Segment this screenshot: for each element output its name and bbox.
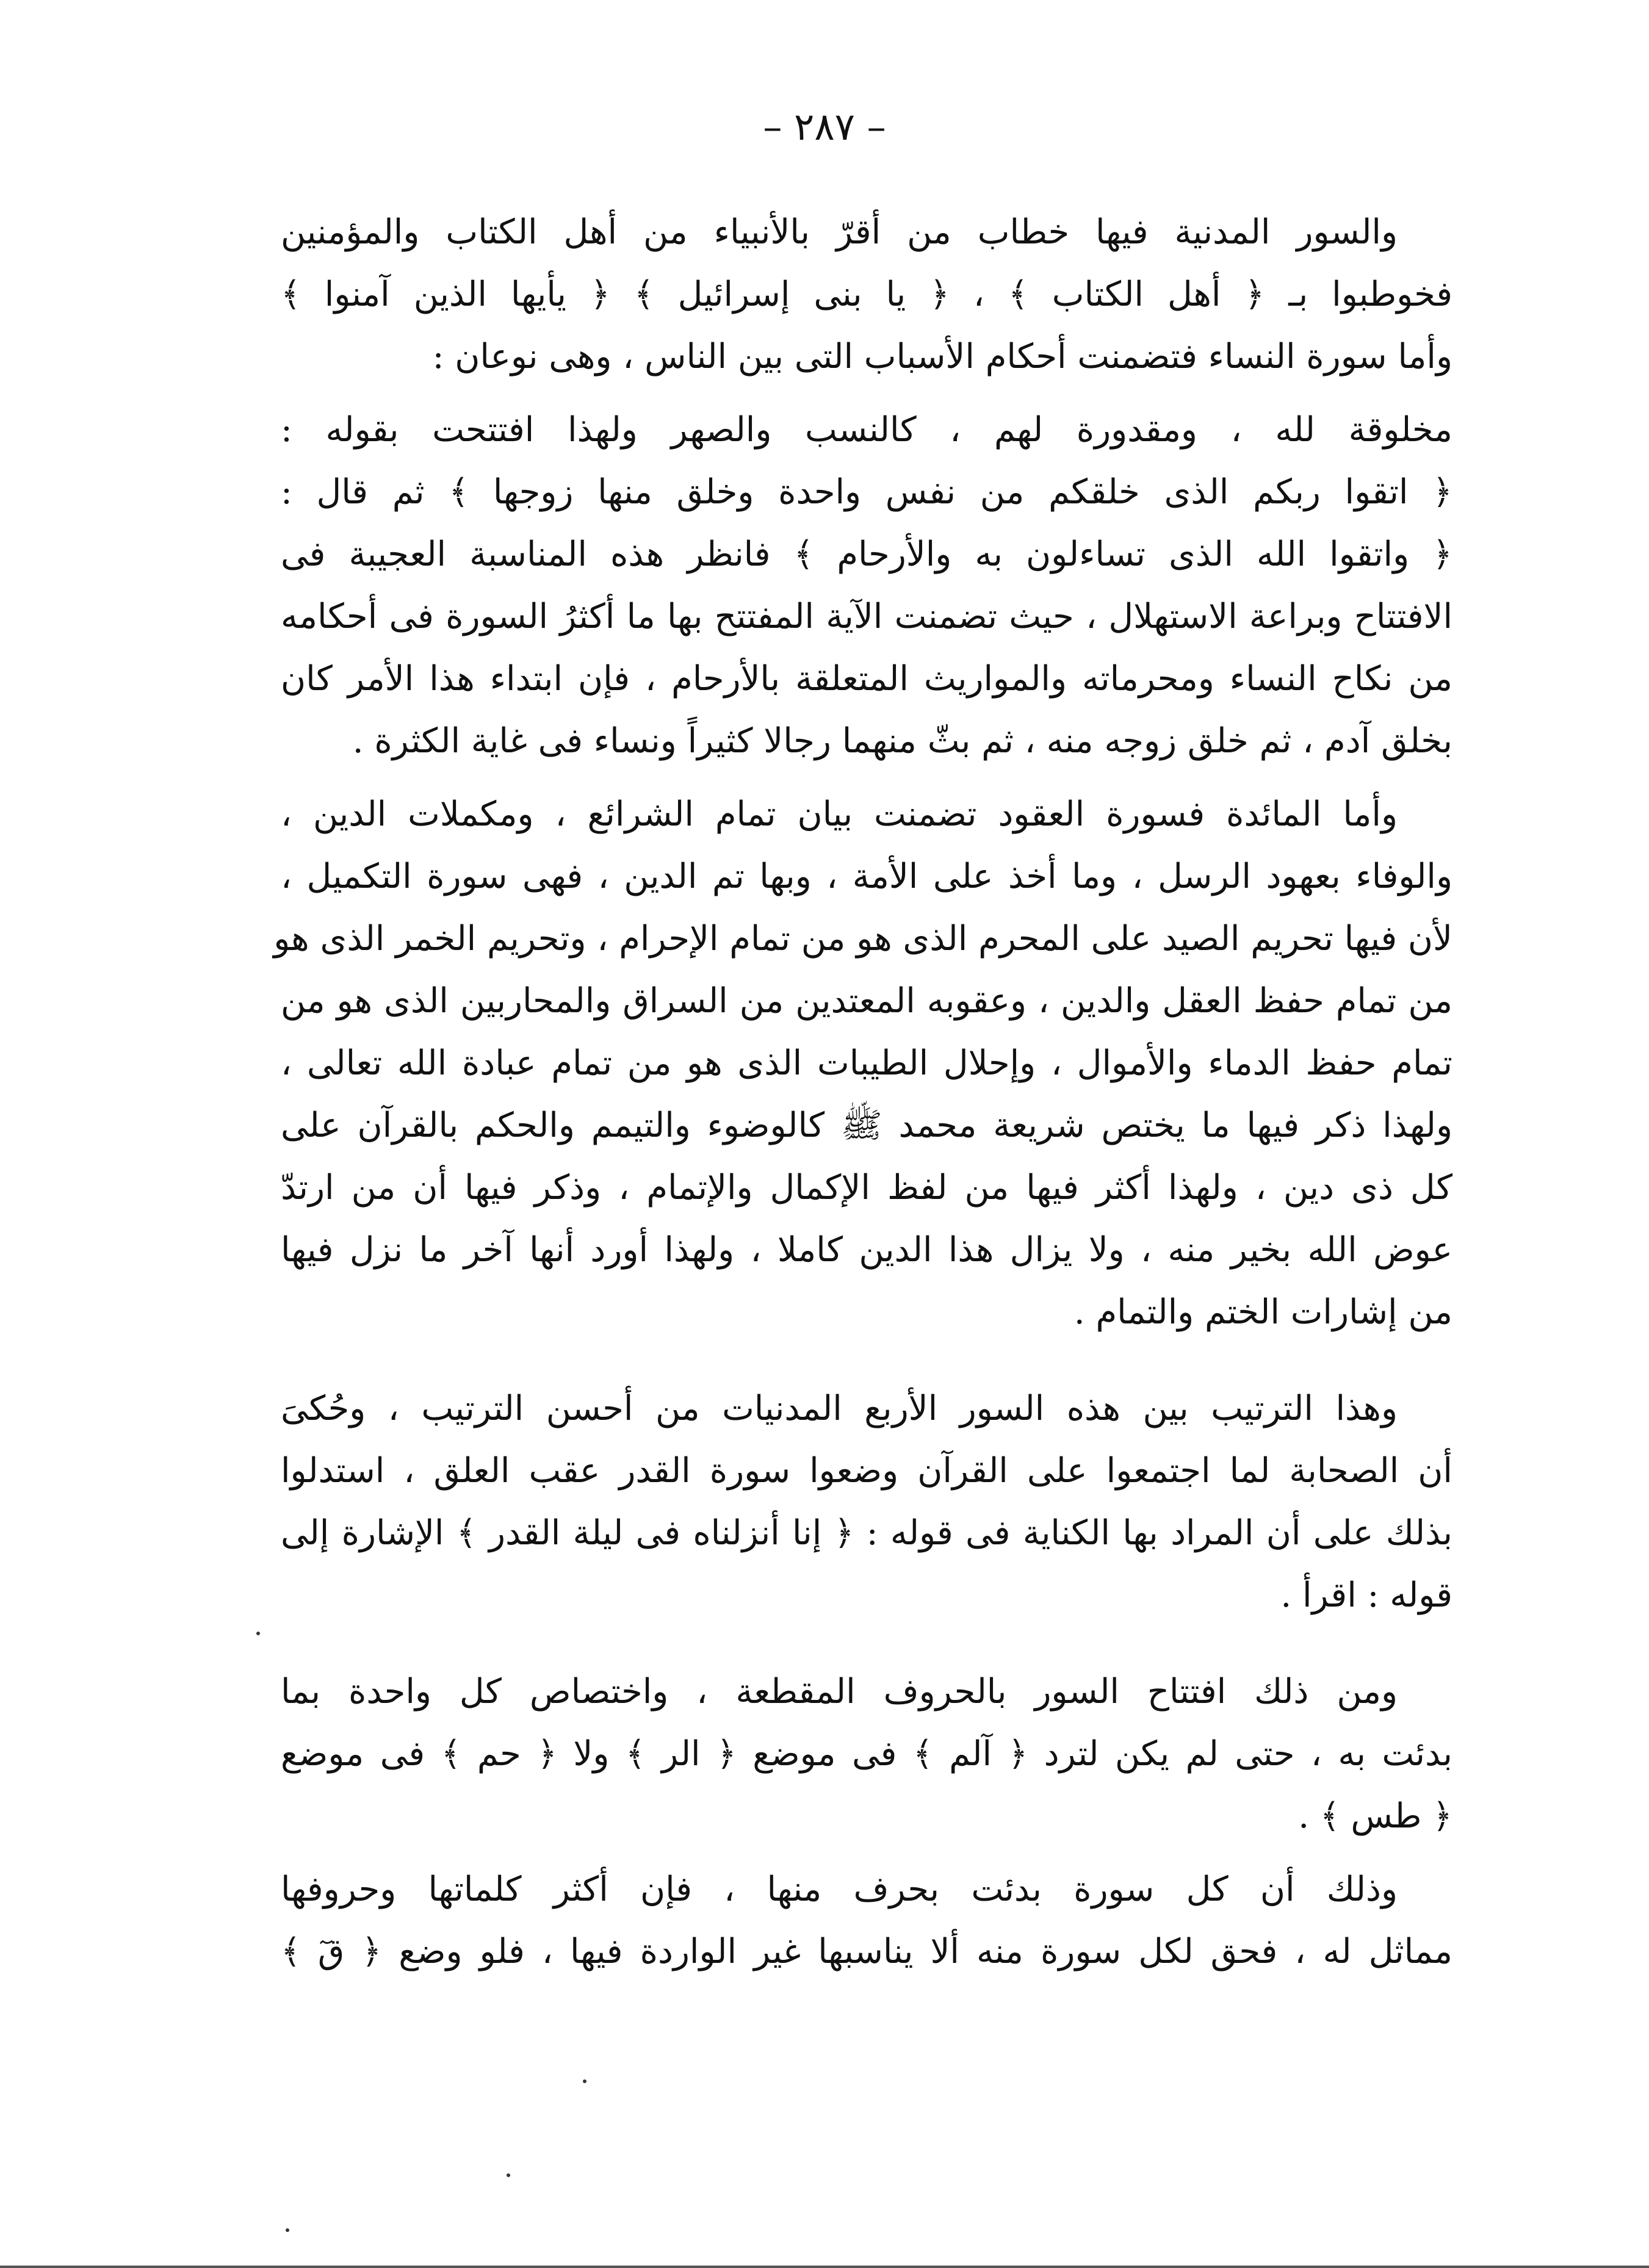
text-line: لأن فيها تحريم الصيد على المحرم الذى هو من تمام الإحرام ، وتحريم الخمر الذى هو [273, 919, 1452, 959]
text-line: والوفاء بعهود الرسل ، وما أخذ على الأمة ، وبها تم الدين ، فهى سورة التكميل ، [281, 857, 1452, 896]
paragraph-3 [273, 783, 1452, 1344]
text-line: من إشارات الختم والتمام . [1073, 1292, 1452, 1332]
text-line: وهذا الترتيب بين هذه السور الأربع المدنيات من أحسن الترتيب ، وحُكىَ [281, 1389, 1398, 1428]
scan-speck [286, 2228, 289, 2232]
scan-speck [507, 2173, 510, 2177]
text-line: من نكاح النساء ومحرماته والمواريث المتعلقة بالأرحام ، فإن ابتداء هذا الأمر كان [281, 659, 1452, 699]
text-line: أن الصحابة لما اجتمعوا على القرآن وضعوا سورة القدر عقب العلق ، استدلوا [281, 1451, 1452, 1491]
text-line: من تمام حفظ العقل والدين ، وعقوبه المعتدين من السراق والمحاربين الذى هو من [281, 981, 1452, 1021]
text-line: قوله : اقرأ . [1280, 1575, 1452, 1615]
paragraph-2 [281, 399, 1452, 772]
text-line: فخوطبوا بـ ﴿ أهل الكتاب ﴾ ، ﴿ يا بنى إسرائيل ﴾ ﴿ يأيها الذين آمنوا ﴾ [281, 275, 1452, 314]
text-line: وأما سورة النساء فتضمنت أحكام الأسباب التى بين الناس ، وهى نوعان : [432, 337, 1452, 376]
text-line: وذلك أن كل سورة بدئت بحرف منها ، فإن أكثر كلماتها وحروفها [281, 1870, 1398, 1909]
text-line: عوض الله بخير منه ، ولا يزال هذا الدين كاملا ، ولهذا أورد أنها آخر ما نزل فيها [281, 1230, 1452, 1270]
scan-speck [256, 1632, 260, 1635]
text-line: مماثل له ، فحق لكل سورة منه ألا يناسبها غير الواردة فيها ، فلو وضع ﴿ قٓ ﴾ [281, 1932, 1452, 1971]
text-line: مخلوقة لله ، ومقدورة لهم ، كالنسب والصهر ولهذا افتتحت بقوله : [281, 410, 1452, 450]
text-line: ولهذا ذكر فيها ما يختص شريعة محمد ﷺ كالوضوء والتيمم والحكم بالقرآن على [281, 1106, 1452, 1145]
text-line: ﴿ واتقوا الله الذى تساءلون به والأرحام ﴾ فانظر هذه المناسبة العجيبة فى [281, 535, 1452, 574]
text-line: تمام حفظ الدماء والأموال ، وإحلال الطيبات الذى هو من تمام عبادة الله تعالى ، [281, 1043, 1452, 1083]
text-line: بدئت به ، حتى لم يكن لترد ﴿ آلم ﴾ فى موضع ﴿ الر ﴾ ولا ﴿ حم ﴾ فى موضع [281, 1734, 1452, 1774]
paragraph-4 [281, 1378, 1452, 1627]
text-line: بذلك على أن المراد بها الكناية فى قوله : ﴿ إنا أنزلناه فى ليلة القدر ﴾ الإشارة إلى [281, 1513, 1452, 1553]
scan-speck [583, 2079, 586, 2083]
body-text [273, 201, 1452, 1983]
text-line: ومن ذلك افتتاح السور بالحروف المقطعة ، واختصاص كل واحدة بما [281, 1672, 1398, 1712]
page-edge-line [0, 2266, 1649, 2268]
paragraph-1 [281, 201, 1452, 388]
page-number: – ٢٨٧ – [763, 104, 886, 149]
text-line: الافتتاح وبراعة الاستهلال ، حيث تضمنت الآية المفتتح بها ما أكثرُ السورة فى أحكامه [281, 597, 1452, 636]
paragraph-5 [281, 1661, 1452, 1848]
text-line: ﴿ طس ﴾ . [1298, 1796, 1452, 1836]
text-line: كل ذى دين ، ولهذا أكثر فيها من لفظ الإكمال والإتمام ، وذكر فيها أن من ارتدّ [281, 1168, 1452, 1208]
text-line: ﴿ اتقوا ربكم الذى خلقكم من نفس واحدة وخلق منها زوجها ﴾ ثم قال : [281, 472, 1452, 512]
text-line: والسور المدنية فيها خطاب من أقرّ بالأنبياء من أهل الكتاب والمؤمنين [281, 212, 1398, 252]
text-line: وأما المائدة فسورة العقود تضمنت بيان تمام الشرائع ، ومكملات الدين ، [281, 794, 1398, 834]
paragraph-6 [281, 1859, 1452, 1983]
text-line: بخلق آدم ، ثم خلق زوجه منه ، ثم بثّ منهما رجالا كثيراً ونساء فى غاية الكثرة . [352, 721, 1452, 761]
